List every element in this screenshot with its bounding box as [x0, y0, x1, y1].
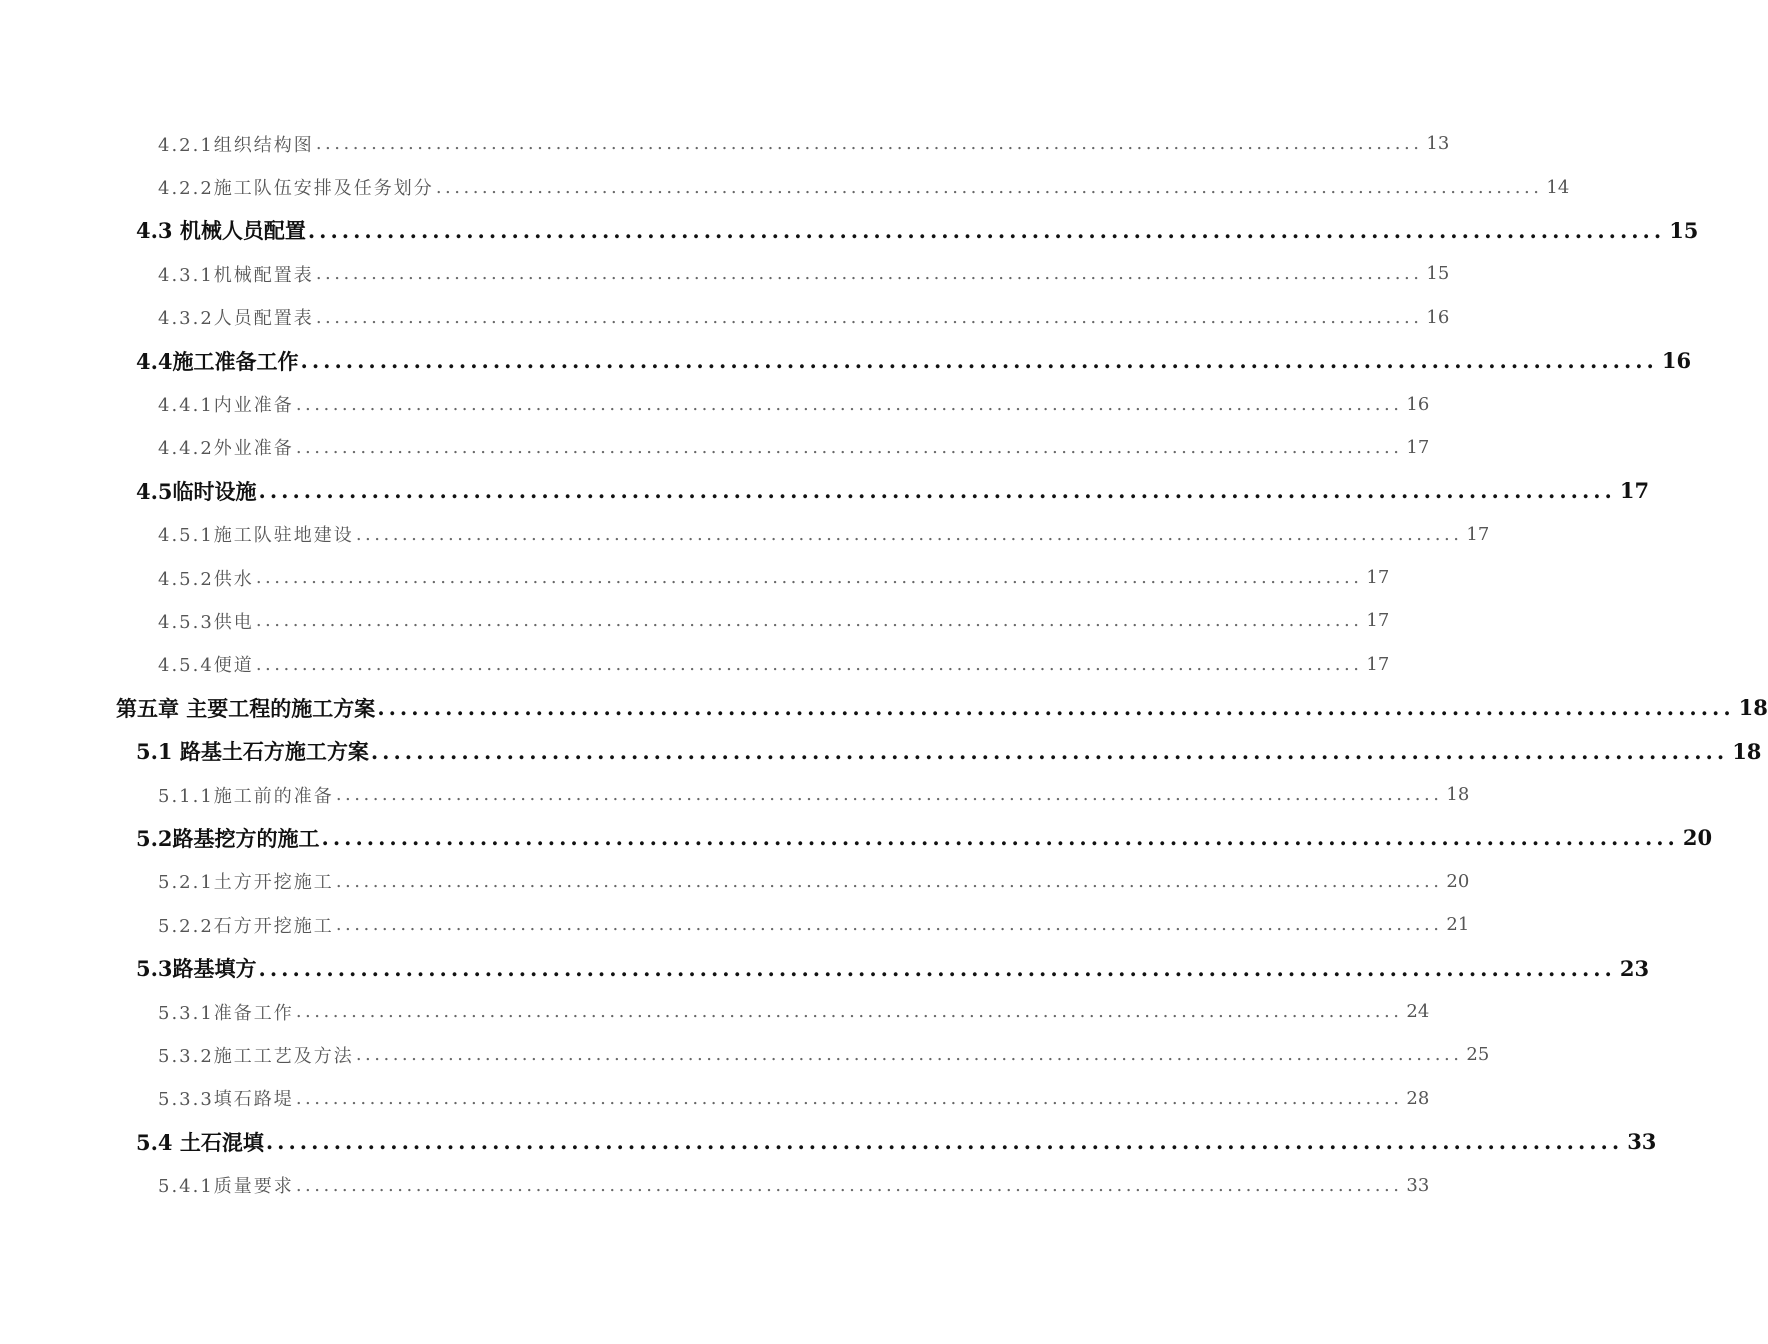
toc-entry-page: 17: [1466, 523, 1490, 545]
toc-entry-page: 15: [1426, 263, 1450, 285]
toc-entry-title: 5.4 土石混填: [136, 1129, 264, 1155]
toc-entry-page: 21: [1446, 914, 1470, 936]
toc-entry[interactable]: [0, 252, 1450, 295]
dot-leader: ........................................................................................................................: [258, 955, 1616, 981]
toc-entry-title: 5.2路基挖方的施工: [136, 825, 320, 851]
toc-entry[interactable]: [0, 1077, 1430, 1120]
toc-entry-page: 17: [1366, 653, 1390, 675]
toc-entry-title: 5.4.1质量要求: [158, 1176, 294, 1198]
toc-entry[interactable]: [0, 209, 1699, 252]
toc-entry-title: 4.2.1组织结构图: [158, 134, 314, 156]
toc-entry-page: 18: [1732, 738, 1762, 764]
dot-leader: ........................................................................................................................: [255, 610, 1363, 632]
toc-entry-title: 4.5.3供电: [158, 611, 254, 633]
dot-leader: ........................................................................................................................: [355, 1044, 1463, 1066]
dot-leader: ........................................................................................................................: [315, 133, 1423, 155]
dot-leader: ........................................................................................................................: [335, 914, 1443, 936]
toc-entry-page: 13: [1426, 133, 1450, 155]
toc-entry-page: 17: [1366, 610, 1390, 632]
dot-leader: ........................................................................................................................: [295, 1001, 1403, 1022]
toc-entry[interactable]: [0, 513, 1490, 556]
toc-entry-page: 28: [1406, 1087, 1430, 1109]
toc-entry-page: 14: [1546, 176, 1570, 198]
toc-entry-title: 4.4施工准备工作: [136, 348, 299, 374]
toc-entry-title: 5.3.1准备工作: [158, 1002, 294, 1024]
dot-leader: ........................................................................................................................: [255, 653, 1363, 675]
toc-entry-page: 16: [1661, 348, 1692, 374]
dot-leader: ........................................................................................................................: [295, 393, 1403, 415]
toc-entry-page: 18: [1446, 784, 1470, 806]
toc-entry-page: 16: [1406, 393, 1430, 415]
dot-leader: ........................................................................................................................: [335, 870, 1443, 892]
toc-entry[interactable]: [0, 469, 1650, 512]
toc-entry-title: 第五章 主要工程的施工方案: [116, 695, 376, 721]
toc-entry[interactable]: [0, 122, 1450, 165]
toc-entry-page: 24: [1406, 1001, 1430, 1022]
toc-entry-title: 4.4.2外业准备: [158, 438, 294, 460]
dot-leader: ........................................................................................................................: [300, 348, 1658, 374]
toc-entry[interactable]: [0, 686, 1768, 729]
dot-leader: ........................................................................................................................: [335, 784, 1443, 806]
dot-leader: ........................................................................................................................: [377, 695, 1735, 721]
toc-entry-page: 15: [1669, 217, 1699, 243]
toc-entry-title: 5.1.1施工前的准备: [158, 785, 334, 807]
toc-entry-page: 25: [1466, 1044, 1490, 1066]
dot-leader: ........................................................................................................................: [315, 306, 1423, 328]
toc-entry-page: 16: [1426, 306, 1450, 328]
toc-entry-title: 4.5.1施工队驻地建设: [158, 525, 354, 547]
dot-leader: ........................................................................................................................: [321, 825, 1679, 851]
table-of-contents: [0, 122, 1768, 1207]
toc-entry-title: 4.5.2供水: [158, 568, 254, 590]
dot-leader: ........................................................................................................................: [258, 478, 1616, 504]
toc-entry[interactable]: [0, 599, 1390, 642]
toc-entry[interactable]: [0, 860, 1470, 903]
toc-entry-title: 4.5临时设施: [136, 478, 257, 504]
toc-entry-page: 23: [1619, 955, 1650, 981]
toc-entry-title: 5.3路基填方: [136, 956, 257, 982]
toc-entry[interactable]: [0, 643, 1390, 686]
toc-entry-title: 4.2.2施工队伍安排及任务划分: [158, 178, 434, 200]
toc-entry[interactable]: [0, 729, 1762, 772]
toc-entry[interactable]: [0, 946, 1650, 989]
toc-entry-page: 33: [1406, 1174, 1430, 1196]
toc-entry-title: 5.2.2石方开挖施工: [158, 915, 334, 937]
toc-entry[interactable]: [0, 165, 1570, 208]
toc-entry-page: 17: [1406, 436, 1430, 458]
toc-entry-title: 4.4.1内业准备: [158, 395, 294, 417]
toc-entry[interactable]: [0, 556, 1390, 599]
toc-entry[interactable]: [0, 339, 1692, 382]
dot-leader: ........................................................................................................................: [295, 436, 1403, 458]
dot-leader: ........................................................................................................................: [435, 176, 1543, 198]
toc-entry[interactable]: [0, 903, 1470, 946]
toc-entry[interactable]: [0, 990, 1430, 1033]
toc-entry-title: 4.3 机械人员配置: [136, 218, 306, 244]
toc-entry[interactable]: [0, 426, 1430, 469]
toc-entry[interactable]: [0, 1163, 1430, 1206]
toc-entry[interactable]: [0, 382, 1430, 425]
toc-entry-page: 20: [1682, 825, 1713, 851]
toc-entry[interactable]: [0, 816, 1713, 859]
toc-entry[interactable]: [0, 773, 1470, 816]
toc-entry-title: 4.3.1机械配置表: [158, 264, 314, 286]
toc-entry-title: 4.5.4便道: [158, 655, 254, 677]
dot-leader: ........................................................................................................................: [307, 217, 1666, 243]
toc-entry[interactable]: [0, 296, 1450, 339]
toc-entry-title: 5.1 路基土石方施工方案: [136, 739, 369, 765]
toc-entry-page: 18: [1738, 695, 1768, 721]
dot-leader: ........................................................................................................................: [265, 1129, 1624, 1155]
toc-entry-title: 5.2.1土方开挖施工: [158, 872, 334, 894]
toc-entry-page: 20: [1446, 870, 1470, 892]
dot-leader: ........................................................................................................................: [255, 567, 1363, 589]
toc-entry[interactable]: [0, 1120, 1657, 1163]
dot-leader: ........................................................................................................................: [315, 263, 1423, 285]
dot-leader: ........................................................................................................................: [295, 1174, 1403, 1196]
toc-entry-title: 5.3.3填石路堤: [158, 1089, 294, 1111]
toc-entry-page: 17: [1619, 478, 1650, 504]
toc-entry-page: 33: [1627, 1129, 1657, 1155]
toc-entry-page: 17: [1366, 567, 1390, 589]
toc-entry-title: 4.3.2人员配置表: [158, 308, 314, 330]
dot-leader: ........................................................................................................................: [355, 523, 1463, 545]
toc-entry-title: 5.3.2施工工艺及方法: [158, 1045, 354, 1067]
toc-entry[interactable]: [0, 1033, 1490, 1076]
dot-leader: ........................................................................................................................: [370, 738, 1729, 764]
dot-leader: ........................................................................................................................: [295, 1087, 1403, 1109]
